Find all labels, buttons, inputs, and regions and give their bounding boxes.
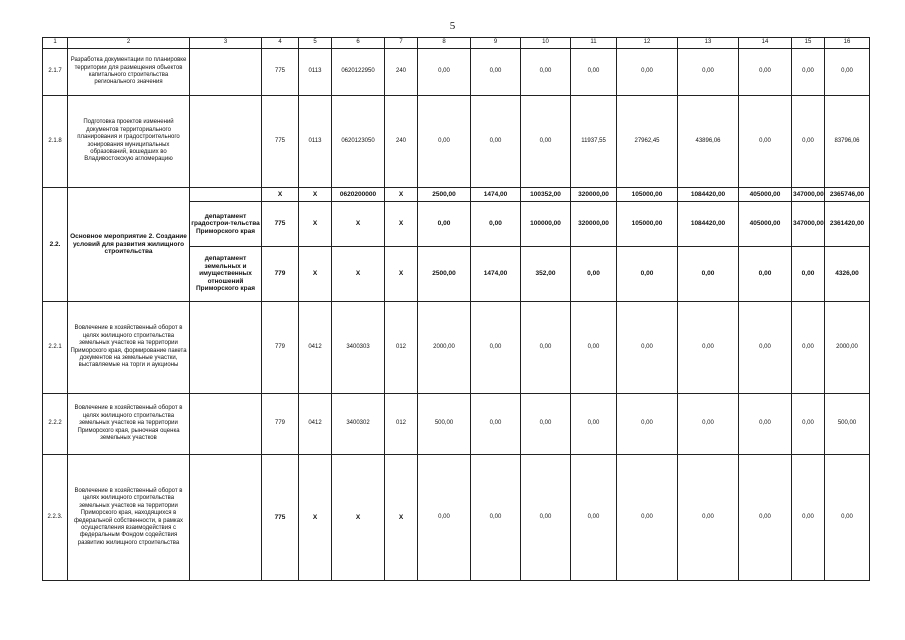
value-cell: 0,00 xyxy=(617,394,678,455)
value-cell: 27962,45 xyxy=(617,96,678,188)
value-cell: 500,00 xyxy=(825,394,870,455)
value-cell: 4326,00 xyxy=(825,247,870,302)
value-cell: 0,00 xyxy=(678,302,739,394)
col-header: 13 xyxy=(678,38,739,49)
responsible-cell xyxy=(190,49,262,96)
value-cell: 0,00 xyxy=(739,96,792,188)
row-name: Вовлечение в хозяйственный оборот в целях жилищного строительства земельных участков на территории Приморского края, находящихся в федеральной собственности, в рамках осуществления взаимодействия с федеральным Фондом содействия развитию жилищного строительства xyxy=(68,455,190,581)
code-cell: 779 xyxy=(262,394,299,455)
table-row xyxy=(43,96,870,188)
col-header: 14 xyxy=(739,38,792,49)
value-cell: 0,00 xyxy=(471,302,521,394)
value-cell: 0,00 xyxy=(571,49,617,96)
value-cell: 0,00 xyxy=(571,455,617,581)
row-name: Вовлечение в хозяйственный оборот в целях жилищного строительства земельных участков на территории Приморского края, формирование пакета документов на земельные участки, выставляемые на торги и аукционы xyxy=(68,302,190,394)
code-cell: 0620123050 xyxy=(332,96,385,188)
code-cell: 779 xyxy=(262,302,299,394)
responsible-cell: департамент градострои-тельства Приморского края xyxy=(190,202,262,247)
code-cell: 779 xyxy=(262,247,299,302)
responsible-cell xyxy=(190,302,262,394)
col-header: 6 xyxy=(332,38,385,49)
value-cell: 0,00 xyxy=(617,302,678,394)
row-number: 2.2.2 xyxy=(43,394,68,455)
value-cell: 0,00 xyxy=(617,455,678,581)
code-cell: X xyxy=(385,202,418,247)
code-cell: 0113 xyxy=(299,49,332,96)
value-cell: 0,00 xyxy=(792,247,825,302)
responsible-cell: департамент земельных и имущественных отношений Приморского края xyxy=(190,247,262,302)
code-cell: X xyxy=(385,247,418,302)
value-cell: 0,00 xyxy=(678,455,739,581)
value-cell: 1474,00 xyxy=(471,247,521,302)
code-cell: X xyxy=(332,247,385,302)
table-row xyxy=(43,455,870,581)
code-cell: X xyxy=(332,202,385,247)
value-cell: 0,00 xyxy=(418,455,471,581)
responsible-cell xyxy=(190,96,262,188)
value-cell: 320000,00 xyxy=(571,202,617,247)
value-cell: 1084420,00 xyxy=(678,202,739,247)
table-row xyxy=(43,302,870,394)
value-cell: 100000,00 xyxy=(521,202,571,247)
value-cell: 2000,00 xyxy=(418,302,471,394)
value-cell: 0,00 xyxy=(825,49,870,96)
value-cell: 0,00 xyxy=(678,49,739,96)
value-cell: 0,00 xyxy=(792,302,825,394)
value-cell: 0,00 xyxy=(617,49,678,96)
value-cell: 0,00 xyxy=(521,302,571,394)
code-cell: 3400302 xyxy=(332,394,385,455)
value-cell: 2500,00 xyxy=(418,188,471,202)
value-cell: 347000,00 xyxy=(792,202,825,247)
value-cell: 1474,00 xyxy=(471,188,521,202)
code-cell: X xyxy=(299,455,332,581)
value-cell: 352,00 xyxy=(521,247,571,302)
value-cell: 0,00 xyxy=(521,49,571,96)
col-header: 8 xyxy=(418,38,471,49)
value-cell: 2365746,00 xyxy=(825,188,870,202)
value-cell: 2000,00 xyxy=(825,302,870,394)
value-cell: 105000,00 xyxy=(617,188,678,202)
value-cell: 2500,00 xyxy=(418,247,471,302)
col-header: 2 xyxy=(68,38,190,49)
value-cell: 0,00 xyxy=(792,455,825,581)
col-header: 15 xyxy=(792,38,825,49)
col-header: 10 xyxy=(521,38,571,49)
value-cell: 347000,00 xyxy=(792,188,825,202)
code-cell: X xyxy=(299,188,332,202)
responsible-cell xyxy=(190,455,262,581)
value-cell: 320000,00 xyxy=(571,188,617,202)
value-cell: 43896,06 xyxy=(678,96,739,188)
col-header: 1 xyxy=(43,38,68,49)
value-cell: 0,00 xyxy=(792,96,825,188)
value-cell: 0,00 xyxy=(471,96,521,188)
value-cell: 0,00 xyxy=(571,302,617,394)
value-cell: 0,00 xyxy=(739,455,792,581)
col-header: 9 xyxy=(471,38,521,49)
table-row xyxy=(43,394,870,455)
code-cell: X xyxy=(332,455,385,581)
code-cell: 0620200000 xyxy=(332,188,385,202)
value-cell: 0,00 xyxy=(739,394,792,455)
value-cell: 0,00 xyxy=(418,96,471,188)
value-cell: 100352,00 xyxy=(521,188,571,202)
code-cell: 0412 xyxy=(299,302,332,394)
code-cell: 240 xyxy=(385,49,418,96)
value-cell: 0,00 xyxy=(521,455,571,581)
row-name: Вовлечение в хозяйственный оборот в целях жилищного строительства земельных участков на территории Приморского края, рыночная оценка земельных участков xyxy=(68,394,190,455)
code-cell: 0412 xyxy=(299,394,332,455)
col-header: 3 xyxy=(190,38,262,49)
value-cell: 0,00 xyxy=(825,455,870,581)
code-cell: 0113 xyxy=(299,96,332,188)
code-cell: 3400303 xyxy=(332,302,385,394)
value-cell: 0,00 xyxy=(571,394,617,455)
responsible-cell xyxy=(190,188,262,202)
value-cell: 83796,06 xyxy=(825,96,870,188)
value-cell: 405000,00 xyxy=(739,202,792,247)
code-cell: 775 xyxy=(262,96,299,188)
value-cell: 105000,00 xyxy=(617,202,678,247)
value-cell: 0,00 xyxy=(739,247,792,302)
row-number: 2.2. xyxy=(43,188,68,302)
value-cell: 0,00 xyxy=(571,247,617,302)
value-cell: 0,00 xyxy=(739,49,792,96)
row-number: 2.2.3. xyxy=(43,455,68,581)
code-cell: X xyxy=(262,188,299,202)
code-cell: X xyxy=(299,247,332,302)
row-number: 2.2.1 xyxy=(43,302,68,394)
value-cell: 0,00 xyxy=(471,202,521,247)
value-cell: 0,00 xyxy=(792,394,825,455)
code-cell: 012 xyxy=(385,302,418,394)
table-row xyxy=(43,188,870,202)
value-cell: 0,00 xyxy=(418,49,471,96)
code-cell: X xyxy=(385,455,418,581)
value-cell: 0,00 xyxy=(471,394,521,455)
value-cell: 500,00 xyxy=(418,394,471,455)
col-header: 5 xyxy=(299,38,332,49)
responsible-cell xyxy=(190,394,262,455)
code-cell: 775 xyxy=(262,455,299,581)
col-header: 4 xyxy=(262,38,299,49)
code-cell: 240 xyxy=(385,96,418,188)
column-number-row xyxy=(43,38,870,49)
code-cell: 0620122950 xyxy=(332,49,385,96)
row-number: 2.1.7 xyxy=(43,49,68,96)
value-cell: 0,00 xyxy=(617,247,678,302)
code-cell: 775 xyxy=(262,202,299,247)
col-header: 12 xyxy=(617,38,678,49)
table-row xyxy=(43,49,870,96)
code-cell: X xyxy=(299,202,332,247)
value-cell: 0,00 xyxy=(521,96,571,188)
value-cell: 11937,55 xyxy=(571,96,617,188)
value-cell: 0,00 xyxy=(678,247,739,302)
row-name: Разработка документации по планировке территории для размещения объектов капитального строительства регионального значения xyxy=(68,49,190,96)
row-number: 2.1.8 xyxy=(43,96,68,188)
code-cell: X xyxy=(385,188,418,202)
value-cell: 405000,00 xyxy=(739,188,792,202)
value-cell: 0,00 xyxy=(521,394,571,455)
code-cell: 775 xyxy=(262,49,299,96)
col-header: 7 xyxy=(385,38,418,49)
col-header: 11 xyxy=(571,38,617,49)
value-cell: 0,00 xyxy=(739,302,792,394)
page-number: 5 xyxy=(449,20,456,32)
row-name: Подготовка проектов изменений документов территориального планирования и градостроительного зонирования муниципальных образований, вошедших во Владивостокскую агломерацию xyxy=(68,96,190,188)
value-cell: 1084420,00 xyxy=(678,188,739,202)
budget-table xyxy=(42,37,870,581)
value-cell: 0,00 xyxy=(678,394,739,455)
value-cell: 0,00 xyxy=(792,49,825,96)
code-cell: 012 xyxy=(385,394,418,455)
value-cell: 0,00 xyxy=(471,455,521,581)
row-name: Основное мероприятие 2. Создание условий для развития жилищного строительства xyxy=(68,188,190,302)
value-cell: 0,00 xyxy=(418,202,471,247)
value-cell: 2361420,00 xyxy=(825,202,870,247)
value-cell: 0,00 xyxy=(471,49,521,96)
col-header: 16 xyxy=(825,38,870,49)
